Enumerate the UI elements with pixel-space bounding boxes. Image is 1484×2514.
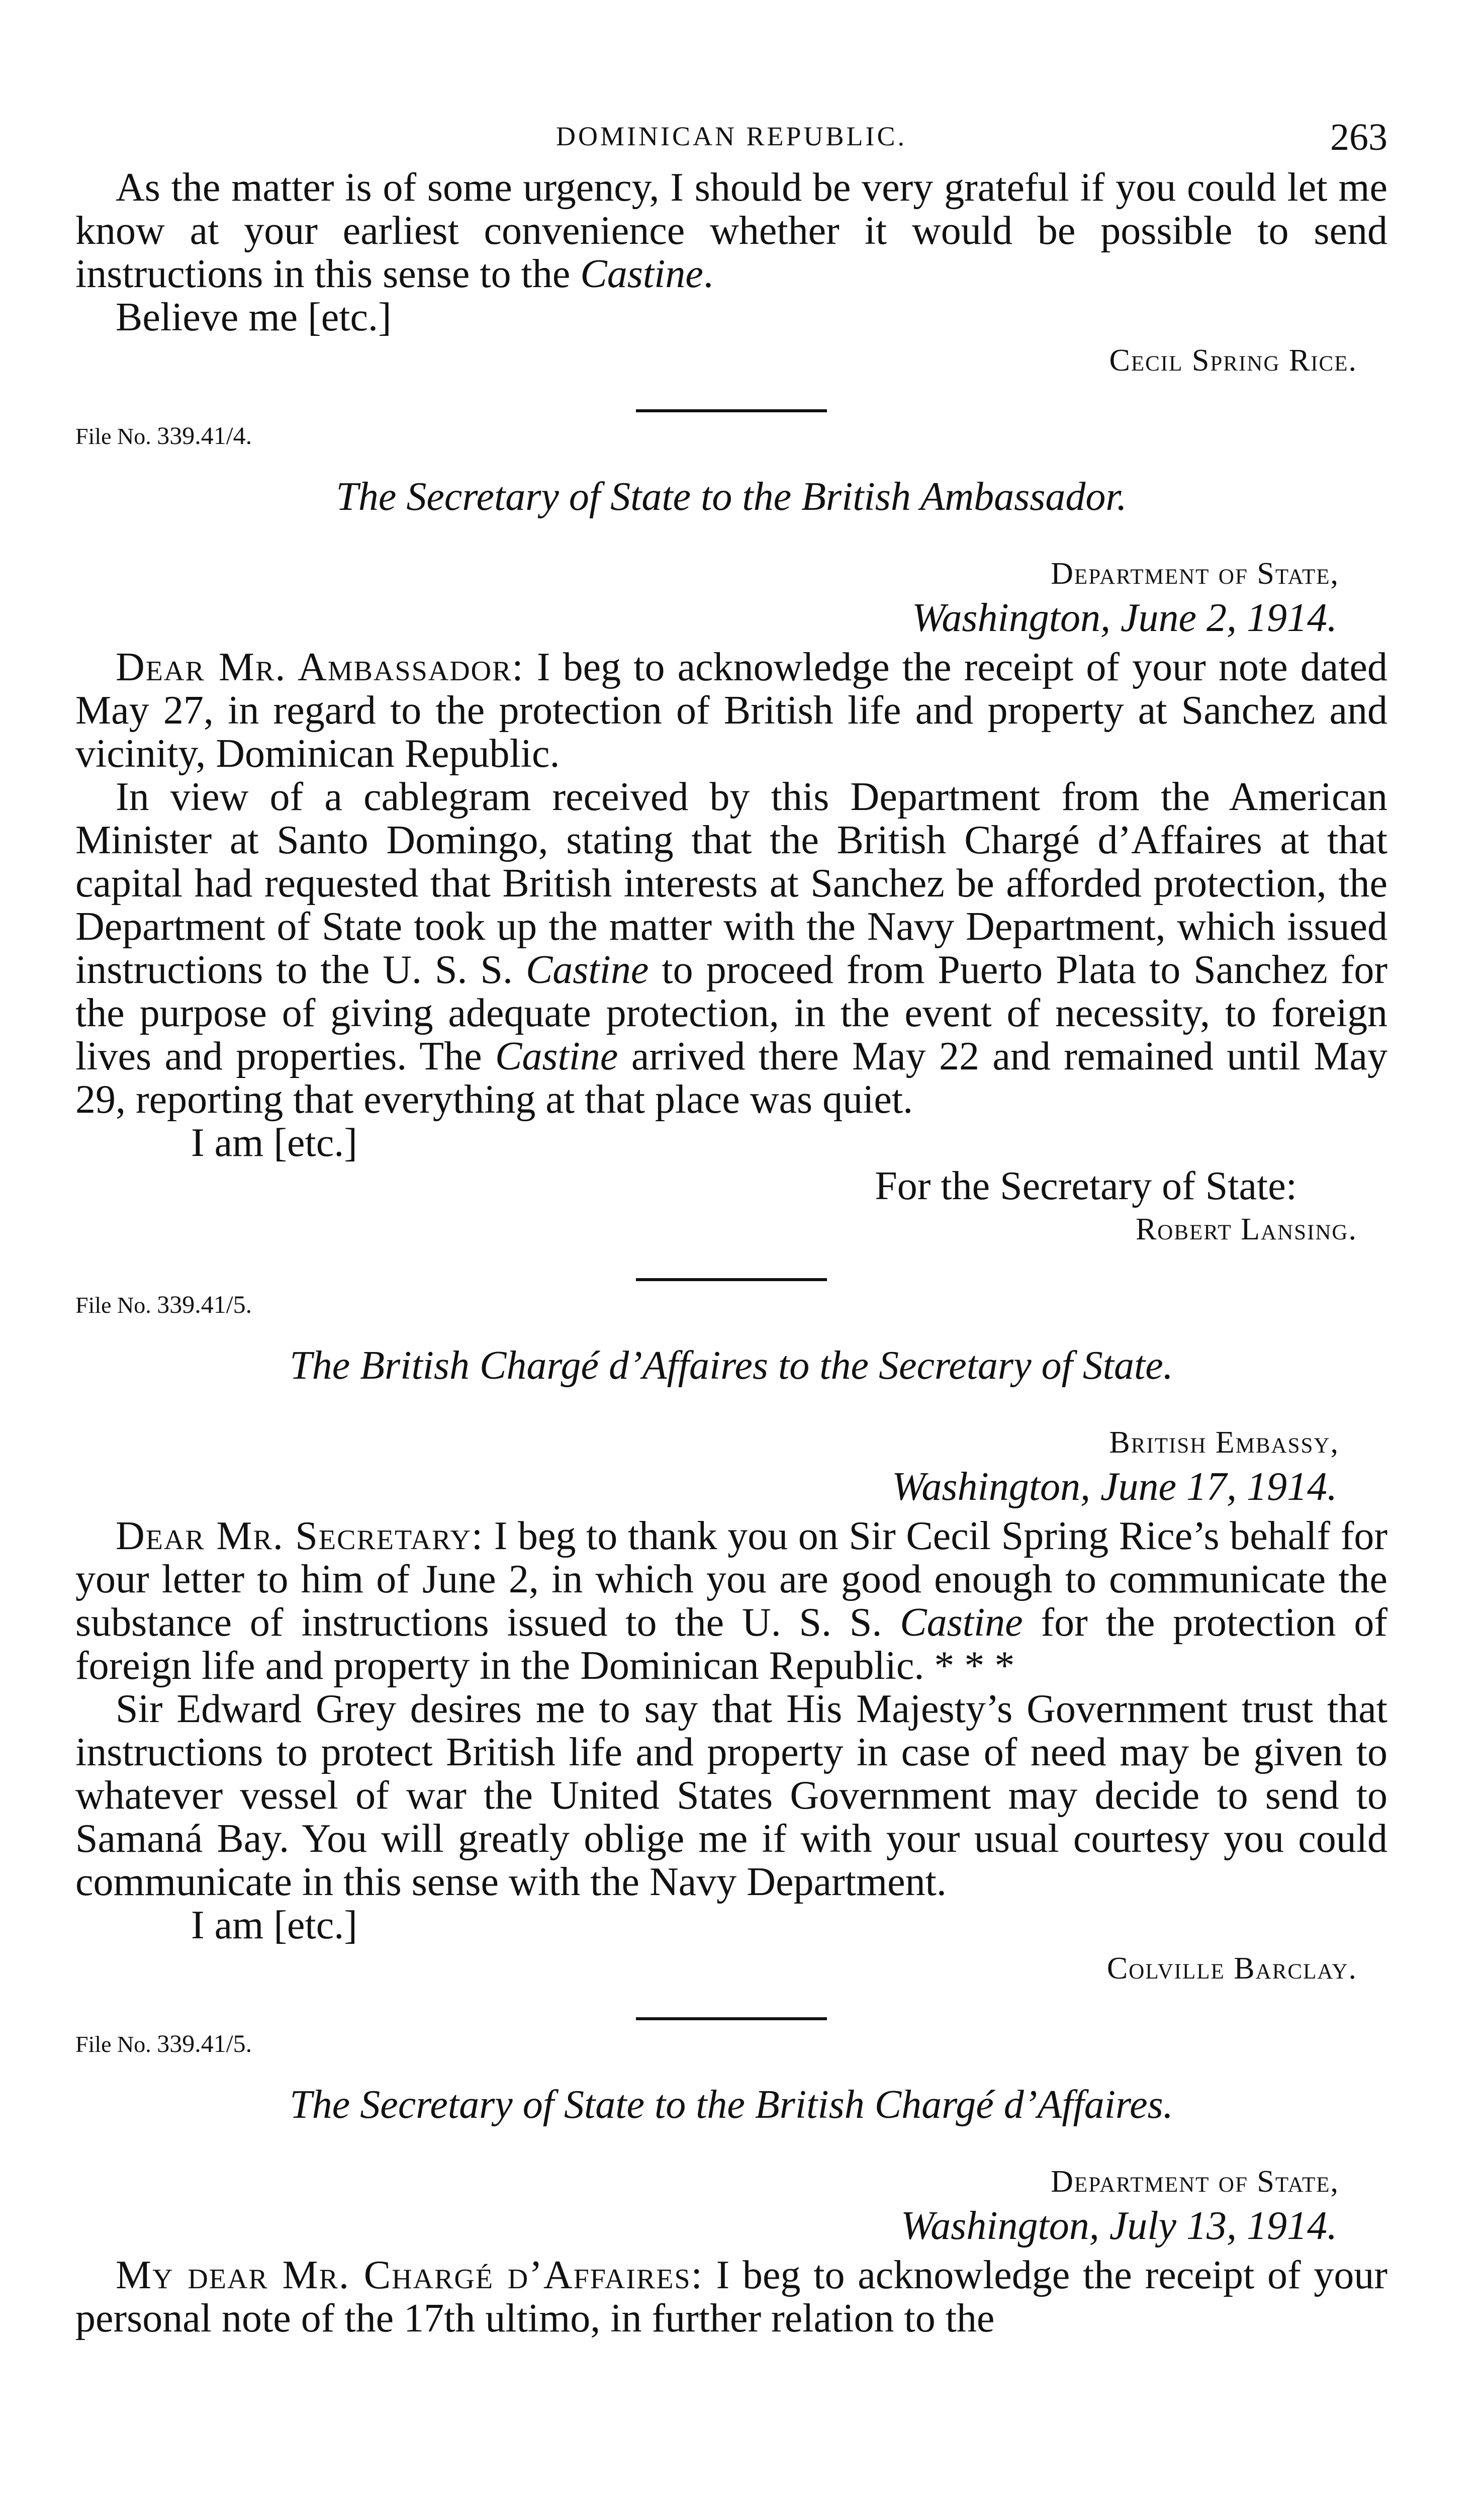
document-title: The Secretary of State to the British Ambassador. bbox=[336, 475, 1127, 519]
document-title: The British Chargé d’Affaires to the Secretary of State. bbox=[290, 1343, 1173, 1388]
letter-paragraph: Dear Mr. Ambassador: I beg to acknowledge the receipt of your note dated May 27, in regard to the protection of British life and property at Sanchez and vicinity, Dominican Republic. bbox=[75, 645, 1388, 776]
letter-section bbox=[75, 1289, 1387, 1990]
ship-name: Castine bbox=[525, 948, 649, 992]
letter-section bbox=[75, 420, 1387, 1251]
letter-section bbox=[75, 2028, 1387, 2340]
page-header bbox=[75, 116, 1387, 166]
file-number: File No. 339.41/4. bbox=[75, 421, 252, 450]
file-number: File No. 339.41/5. bbox=[75, 2029, 252, 2057]
page-number: 263 bbox=[1330, 116, 1387, 158]
letter-paragraph: My dear Mr. Chargé d’Affaires: I beg to acknowledge the receipt of your personal note of the 17th ultimo, in further relation to the bbox=[75, 2253, 1388, 2341]
running-head: DOMINICAN REPUBLIC. bbox=[555, 121, 907, 151]
salutation: Dear Mr. Ambassador: bbox=[116, 645, 524, 689]
file-number: File No. 339.41/5. bbox=[75, 1290, 252, 1318]
letter-place: British Embassy, bbox=[1109, 1425, 1339, 1460]
letter-signature: Robert Lansing. bbox=[1135, 1212, 1357, 1246]
intro-text: As the matter is of some urgency, I should be very grateful if you could let me know at your earliest convenience whether it would be possible to send instructions in this sense to the bbox=[75, 165, 1387, 296]
letter-dateline: Washington, June 17, 1914. bbox=[892, 1465, 1337, 1509]
salutation: My dear Mr. Chargé d’Affaires: bbox=[116, 2253, 703, 2297]
letter-dateline: Washington, July 13, 1914. bbox=[900, 2204, 1337, 2248]
section-divider bbox=[636, 2017, 827, 2020]
document-title: The Secretary of State to the British Chargé d’Affaires. bbox=[290, 2083, 1173, 2127]
ship-name: Castine bbox=[900, 1600, 1023, 1645]
section-divider bbox=[636, 409, 827, 412]
section-divider bbox=[636, 1278, 827, 1281]
ship-name: Castine bbox=[580, 252, 703, 296]
salutation: Dear Mr. Secretary: bbox=[116, 1514, 484, 1558]
intro-closing: Believe me [etc.] bbox=[116, 295, 392, 339]
document-page bbox=[75, 116, 1387, 2340]
intro-paragraph: As the matter is of some urgency, I should be very grateful if you could let me know at your earliest convenience whether it would be possible to send instructions in this sense to the Castine. bbox=[75, 165, 1387, 296]
for-line: For the Secretary of State: bbox=[875, 1164, 1297, 1208]
letter-paragraph: In view of a cablegram received by this Department from the American Minister at Santo Domingo, stating that the British Chargé d’Affaires at that capital had requested that British interests at Sanchez be afforded protection, the Department of State took up the matter with the Navy Department, which issued instructions to the U. S. S. Castine to proceed from Puerto Plata to Sanchez for the purpose of giving adequate protection, in the event of necessity, to foreign lives and properties. The Castine arrived there May 22 and remained until May 29, reporting that everything at that place was quiet. bbox=[75, 775, 1388, 1122]
letter-place: Department of State, bbox=[1051, 557, 1339, 591]
letter-paragraph: Dear Mr. Secretary: I beg to thank you on Sir Cecil Spring Rice’s behalf for your letter to him of June 2, in which you are good enough to communicate the substance of instructions issued to the U. S. S. Castine for the protection of foreign life and property in the Dominican Republic. * * * bbox=[75, 1514, 1388, 1688]
letter-dateline: Washington, June 2, 1914. bbox=[912, 596, 1337, 640]
letter-place: Department of State, bbox=[1051, 2165, 1339, 2199]
letter-signature: Colville Barclay. bbox=[1106, 1951, 1357, 1986]
letter-closing: I am [etc.] bbox=[191, 1121, 357, 1165]
letter-closing: I am [etc.] bbox=[191, 1903, 357, 1947]
intro-signature: Cecil Spring Rice. bbox=[1109, 343, 1357, 378]
ship-name: Castine bbox=[495, 1034, 618, 1079]
letter-paragraph: Sir Edward Grey desires me to say that His Majesty’s Government trust that instructions to protect British life and property in case of need may be given to whatever vessel of war the United States Government may decide to send to Samaná Bay. You will greatly oblige me if with your usual courtesy you could communicate in this sense with the Navy Department. bbox=[75, 1687, 1387, 1904]
